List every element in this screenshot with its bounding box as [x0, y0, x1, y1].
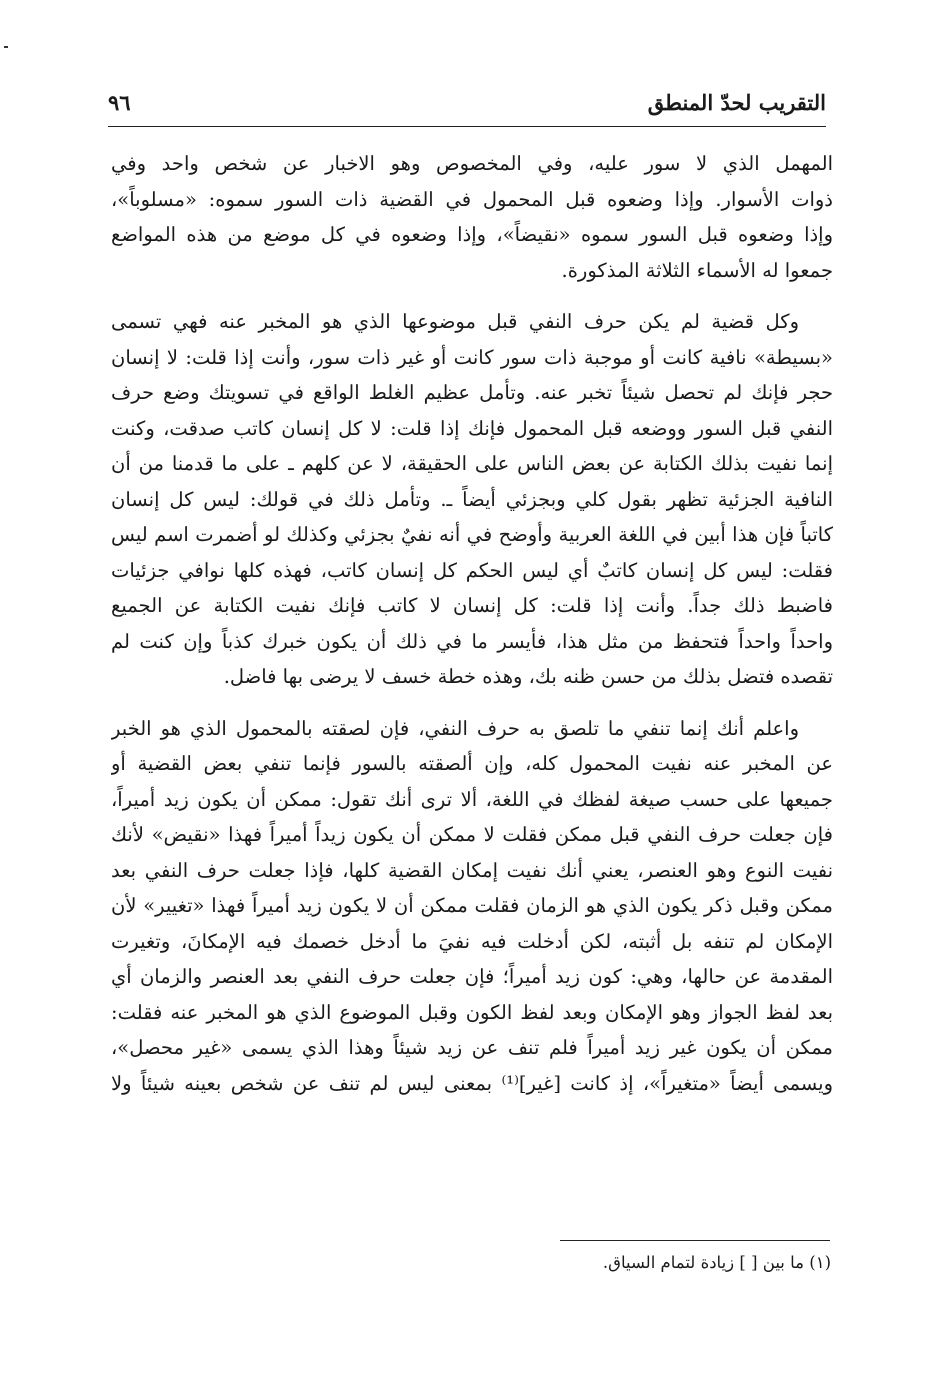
- page-number: ٩٦: [108, 90, 131, 115]
- header-rule: [108, 126, 826, 127]
- footnote-rule: [560, 1240, 830, 1241]
- text-line: تقصده فتضل بذلك من حسن ظنه بك، وهذه خطة خسف لا يرضى بها فاضل.: [223, 665, 833, 688]
- text-line: فإن جعلت حرف النفي قبل ممكن فقلت لا ممكن أن يكون زيداً أميراً فهذا «نقيض» لأنك: [111, 823, 833, 846]
- text-line: واعلم أنك إنما تنفي ما تلصق به حرف النفي، فإن لصقته بالمحمول الذي هو الخبر: [111, 716, 799, 740]
- text-line: وكل قضية لم يكن حرف النفي قبل موضوعها الذي هو المخبر عنه فهي تسمى: [111, 310, 799, 333]
- text-line: عن المخبر عنه نفيت المحمول كله، وإن ألصقته بالسور فإنما تنفي بعض القضية أو: [111, 752, 833, 775]
- text-line: ويسمى أيضاً «متغيراً»، إذ كانت [غير]⁽¹⁾ بمعنى ليس لم تنف عن شخص بعينه شيئاً ولا: [111, 1071, 833, 1095]
- text-line: ممكن وقبل ذكر يكون الذي هو الزمان فقلت ممكن أن لا يكون زيد أميراً فهذا «تغيير» لأن: [111, 894, 833, 917]
- text-line: ممكن أن يكون غير زيد أميراً فلم تنف عن زيد شيئاً وهذا الذي يسمى «غير محصل»،: [111, 1036, 833, 1059]
- footnote: (١) ما بين [ ] زيادة لتمام السياق.: [602, 1253, 831, 1272]
- paragraph-3: [111, 711, 833, 1102]
- running-header: [108, 88, 826, 124]
- text-line: «بسيطة» نافية كانت أو موجبة ذات سور كانت أو غير ذات سور، وأنت إذا قلت: لا إنسان: [111, 345, 833, 369]
- text-line: النافية الجزئية تظهر بقول كلي وبجزئي أيضاً ـ. وتأمل ذلك في قولك: ليس كل إنسان: [111, 487, 833, 511]
- text-line: نفيت النوع وهو العنصر، يعني أنك نفيت إمكان القضية كلها، فإذا جعلت حرف النفي بعد: [111, 858, 833, 882]
- scan-mark: [4, 46, 8, 48]
- running-title: التقريب لحدّ المنطق: [647, 90, 826, 115]
- text-line: وإذا وضعوه قبل السور سموه «نقيضاً»، وإذا وضعوه في كل موضع من هذه المواضع: [111, 223, 833, 246]
- text-line: النفي قبل السور ووضعه قبل المحمول فإنك إذا قلت: لا كل إنسان كاتب صدقت، وكنت: [111, 416, 833, 440]
- text-line: إنما نفيت بذلك الكتابة عن بعض الناس على الحقيقة، لا عن كلهم ـ على ما قدمنا من أن: [111, 452, 833, 475]
- paragraph-2: [111, 304, 833, 695]
- paragraph-1: [111, 146, 833, 288]
- text-line: الإمكان لم تنفه بل أثبته، لكن أدخلت فيه نفيَ ما أدخل خصمك فيه الإمكانَ، وتغيرت: [111, 929, 833, 953]
- text-line: واحداً واحداً فتحفظ من مثل هذا، فأيسر ما في ذلك أن يكون خبرك كذباً وإن كنت لم: [111, 629, 833, 653]
- text-line: فقلت: ليس كل إنسان كاتبٌ أي ليس الحكم كل إنسان كاتب، فهذه كلها نوافي جزئيات: [111, 558, 833, 582]
- text-line: المهمل الذي لا سور عليه، وفي المخصوص وهو الاخبار عن شخص واحد وفي: [111, 152, 833, 175]
- text-line: جميعها على حسب صيغة لفظك في اللغة، ألا ترى أنك تقول: ممكن أن يكون زيد أميراً،: [111, 787, 833, 811]
- text-line: جمعوا له الأسماء الثلاثة المذكورة.: [561, 258, 833, 282]
- body-text: [111, 146, 833, 1101]
- text-line: بعد لفظ الجواز وهو الإمكان وبعد لفظ الكون وقبل الموضوع الذي هو المخبر عنه فقلت:: [111, 1000, 833, 1024]
- text-line: ذوات الأسوار. وإذا وضعوه قبل المحمول في القضية ذات السور سموه: «مسلوباً»،: [111, 187, 833, 211]
- text-line: كاتباً فإن هذا أبين في اللغة العربية وأوضح في أنه نفيٌ بجزئي وكذلك لو أضمرت اسم ليس: [111, 523, 833, 546]
- text-line: المقدمة عن حالها، وهي: كون زيد أميراً؛ فإن جعلت حرف النفي بعد العنصر والزمان أي: [111, 965, 833, 988]
- text-line: حجر فإنك لم تحصل شيئاً تخبر عنه. وتأمل عظيم الغلط الواقع في تسويتك وضع حرف: [111, 381, 833, 404]
- text-line: فاضبط ذلك جداً. وأنت إذا قلت: كل إنسان لا كاتب فإنك نفيت الكتابة عن الجميع: [111, 594, 833, 617]
